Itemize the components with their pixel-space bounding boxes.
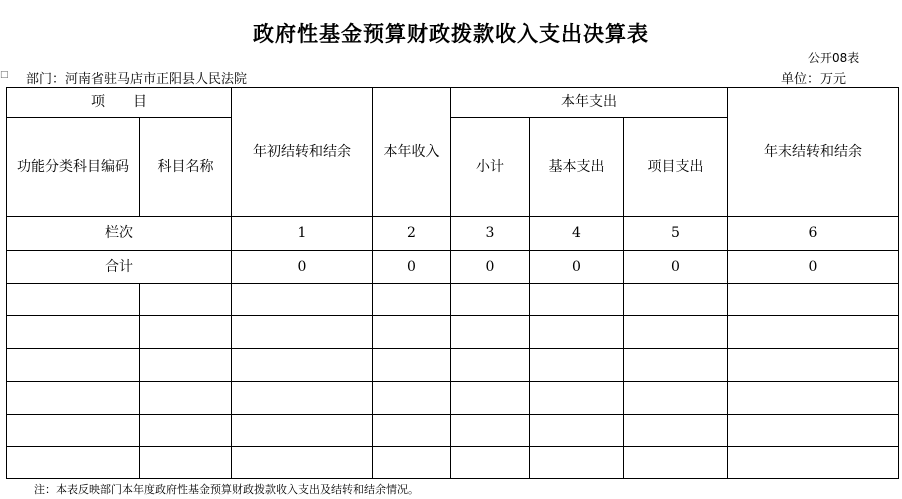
header-current-expense: 本年支出 [451, 88, 728, 118]
empty-cell [140, 382, 232, 415]
empty-cell [624, 382, 728, 415]
header-subtotal: 小计 [451, 118, 530, 217]
empty-cell [7, 316, 140, 349]
empty-cell [451, 349, 530, 382]
paragraph-mark-icon: □ [0, 70, 9, 80]
empty-cell [728, 284, 899, 316]
empty-cell [624, 316, 728, 349]
empty-cell [624, 284, 728, 316]
empty-cell [530, 284, 624, 316]
empty-cell [530, 415, 624, 447]
row-index-cell: 6 [728, 217, 899, 251]
empty-cell [728, 349, 899, 382]
empty-cell [373, 349, 451, 382]
table-row [7, 284, 899, 316]
empty-cell [530, 382, 624, 415]
empty-cell [530, 349, 624, 382]
empty-cell [530, 316, 624, 349]
total-cell: 0 [624, 251, 728, 284]
empty-cell [232, 284, 373, 316]
empty-cell [624, 447, 728, 479]
empty-cell [7, 284, 140, 316]
empty-cell [451, 415, 530, 447]
empty-cell [232, 316, 373, 349]
empty-cell [7, 415, 140, 447]
row-index-cell: 5 [624, 217, 728, 251]
empty-cell [140, 415, 232, 447]
empty-cell [373, 316, 451, 349]
table-row [7, 382, 899, 415]
empty-cell [140, 284, 232, 316]
empty-cell [373, 284, 451, 316]
fund-budget-table [6, 87, 899, 479]
row-index-cell: 1 [232, 217, 373, 251]
table-row [7, 349, 899, 382]
empty-cell [728, 382, 899, 415]
empty-cell [451, 316, 530, 349]
empty-cell [624, 349, 728, 382]
empty-cell [728, 316, 899, 349]
table-note: 注：本表反映部门本年度政府性基金预算财政拨款收入支出及结转和结余情况。 [34, 483, 419, 496]
table-row [7, 415, 899, 447]
header-basic-expense: 基本支出 [530, 118, 624, 217]
total-cell: 0 [530, 251, 624, 284]
header-item: 项 目 [7, 88, 232, 118]
total-cell: 0 [728, 251, 899, 284]
total-cell: 0 [373, 251, 451, 284]
row-index-cell: 4 [530, 217, 624, 251]
total-row-label: 合计 [7, 251, 232, 284]
empty-cell [530, 447, 624, 479]
empty-cell [232, 382, 373, 415]
empty-cell [7, 349, 140, 382]
total-cell: 0 [232, 251, 373, 284]
empty-cell [232, 415, 373, 447]
header-project-expense: 项目支出 [624, 118, 728, 217]
empty-cell [232, 349, 373, 382]
header-ending-balance: 年末结转和结余 [728, 88, 899, 217]
empty-cell [140, 447, 232, 479]
empty-cell [373, 447, 451, 479]
total-cell: 0 [451, 251, 530, 284]
table-row [7, 447, 899, 479]
empty-cell [451, 447, 530, 479]
empty-cell [624, 415, 728, 447]
department-label: 部门：河南省驻马店市正阳县人民法院 [26, 72, 248, 87]
row-index-label: 栏次 [7, 217, 232, 251]
table-row [7, 316, 899, 349]
table-code-label: 公开08表 [808, 51, 860, 65]
empty-cell [451, 284, 530, 316]
header-subject-name: 科目名称 [140, 118, 232, 217]
empty-cell [140, 316, 232, 349]
row-index-cell: 3 [451, 217, 530, 251]
page-title: 政府性基金预算财政拨款收入支出决算表 [253, 22, 649, 46]
empty-cell [728, 415, 899, 447]
empty-cell [373, 382, 451, 415]
unit-label: 单位：万元 [781, 72, 847, 87]
empty-cell [7, 382, 140, 415]
header-opening-balance: 年初结转和结余 [232, 88, 373, 217]
empty-cell [373, 415, 451, 447]
row-index-cell: 2 [373, 217, 451, 251]
header-current-income: 本年收入 [373, 88, 451, 217]
empty-cell [451, 382, 530, 415]
empty-cell [7, 447, 140, 479]
empty-cell [232, 447, 373, 479]
header-func-code: 功能分类科目编码 [7, 118, 140, 217]
empty-cell [728, 447, 899, 479]
empty-cell [140, 349, 232, 382]
